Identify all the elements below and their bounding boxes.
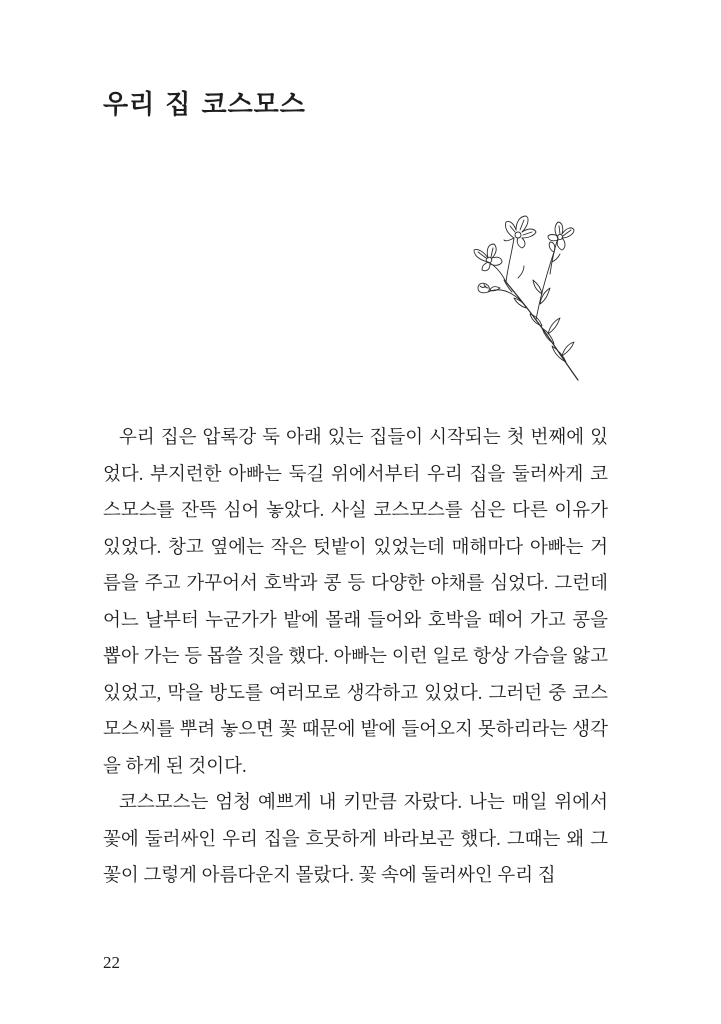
chapter-title: 우리 집 코스모스 xyxy=(103,90,306,120)
page-number: 22 xyxy=(103,953,120,972)
body-text xyxy=(103,420,608,895)
paragraph: 코스모스는 엄청 예쁘게 내 키만큼 자랐다. 나는 매일 위에서 꽃에 둘러싸인 우리 집을 흐뭇하게 바라보곤 했다. 그때는 왜 그 꽃이 그렇게 아름다운지 몰랐다. 꽃 속에 둘러싸인 우리 집 xyxy=(103,793,608,886)
paragraph: 우리 집은 압록강 둑 아래 있는 집들이 시작되는 첫 번째에 있었다. 부지런한 아빠는 둑길 위에서부터 우리 집을 둘러싸게 코스모스를 잔뜩 심어 놓았다. 사실 코스모스를 심은 다른 이유가 있었다. 창고 옆에는 작은 텃밭이 있었는데 매해마다 아빠는 거름을 주고 가꾸어서 호박과 콩 등 다양한 야채를 심었다. 그런데 어느 날부터 누군가가 밭에 몰래 들어와 호박을 떼어 가고 콩을 뽑아 가는 등 몹쓸 짓을 했다. 아빠는 이런 일로 항상 가슴을 앓고 있었고, 막을 방도를 여러모로 생각하고 있었다. 그러던 중 코스모스씨를 뿌려 놓으면 꽃 때문에 밭에 들어오지 못하리라는 생각을 하게 된 것이다. xyxy=(103,428,608,777)
cosmos-flower-sketch-icon xyxy=(462,208,590,386)
